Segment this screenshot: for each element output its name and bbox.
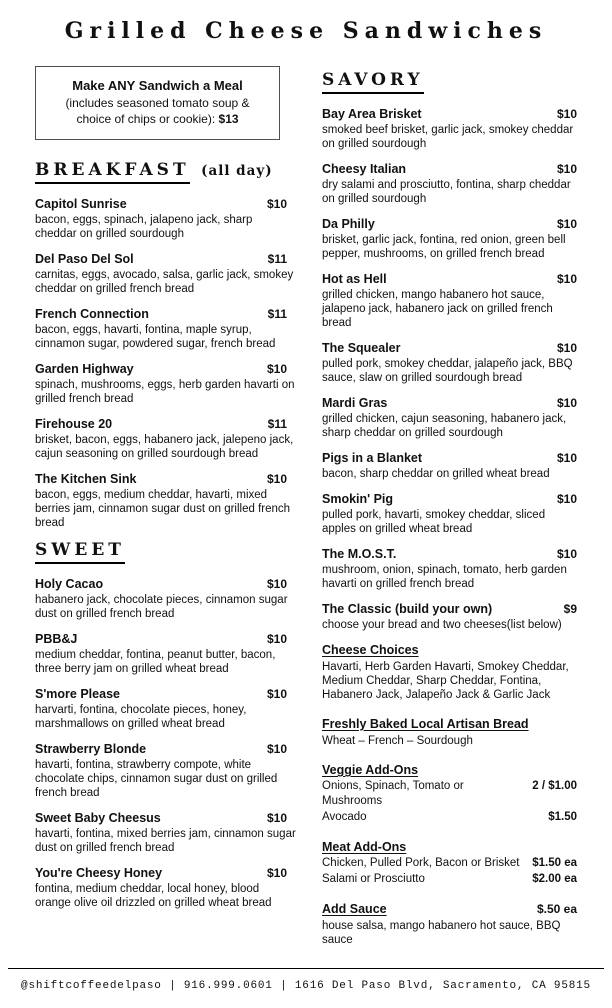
menu-item-description: bacon, eggs, medium cheddar, havarti, mixed berries jam, cinnamon sugar dust on grilled french bread xyxy=(35,489,291,529)
savory-heading xyxy=(322,70,577,94)
menu-item xyxy=(322,491,577,536)
savory-heading-text: SAVORY xyxy=(322,70,424,94)
menu-item-description: grilled chicken, mango habanero hot sauce, jalapeno jack, habanero jack on grilled french bread xyxy=(322,289,553,329)
menu-item xyxy=(322,271,577,330)
cheese-choices-header xyxy=(322,642,577,658)
breakfast-heading-text: BREAKFAST xyxy=(35,160,190,184)
left-column xyxy=(35,66,297,961)
meat-addons-title: Meat Add-Ons xyxy=(322,840,407,854)
menu-item-price: $10 xyxy=(556,451,577,465)
menu-item-header xyxy=(35,810,297,826)
breakfast-items xyxy=(35,196,297,530)
meal-deal-body xyxy=(48,95,267,127)
menu-item-description: bacon, sharp cheddar on grilled wheat bread xyxy=(322,468,550,480)
menu-item-name: You're Cheesy Honey xyxy=(35,866,163,880)
menu-item-name: Pigs in a Blanket xyxy=(322,451,423,465)
artisan-bread-title: Freshly Baked Local Artisan Bread xyxy=(322,717,529,731)
menu-item-price: $10 xyxy=(266,687,287,701)
menu-item xyxy=(35,361,297,406)
menu-item-name: Del Paso Del Sol xyxy=(35,252,134,266)
menu-item-price: $10 xyxy=(266,362,287,376)
menu-item-description: havarti, fontina, mixed berries jam, cinnamon sugar dust on grilled french bread xyxy=(35,828,296,854)
savory-section xyxy=(322,70,577,632)
meal-deal-box xyxy=(35,66,280,140)
menu-item-header xyxy=(322,340,577,356)
menu-item-header xyxy=(322,601,577,617)
menu-item xyxy=(322,450,577,481)
menu-item-header xyxy=(35,865,297,881)
menu-item-description: havarti, fontina, strawberry compote, white chocolate chips, cinnamon sugar dust on grilled french bread xyxy=(35,759,278,799)
menu-item-price: $10 xyxy=(556,162,577,176)
menu-item xyxy=(322,601,577,632)
sweet-items xyxy=(35,576,297,910)
menu-item xyxy=(35,576,297,621)
menu-item-header xyxy=(35,631,297,647)
menu-item-description: brisket, garlic jack, fontina, red onion, green bell pepper, mushrooms, on grilled french bread xyxy=(322,234,566,260)
menu-item-name: The M.O.S.T. xyxy=(322,547,397,561)
menu-item xyxy=(322,106,577,151)
menu-item-header xyxy=(35,196,297,212)
menu-item-price: $10 xyxy=(266,577,287,591)
menu-item xyxy=(35,471,297,530)
addon-label: Chicken, Pulled Pork, Bacon or Brisket xyxy=(322,857,520,869)
menu-item-header xyxy=(35,471,297,487)
menu-item-price: $10 xyxy=(266,632,287,646)
menu-item-name: Sweet Baby Cheesus xyxy=(35,811,161,825)
add-sauce-price: $.50 ea xyxy=(536,902,577,916)
extras-section xyxy=(322,642,577,947)
meat-addons-rows xyxy=(322,856,577,887)
menu-item-name: Smokin' Pig xyxy=(322,492,394,506)
menu-item-price: $10 xyxy=(266,742,287,756)
menu-item xyxy=(35,306,297,351)
menu-item-price: $10 xyxy=(266,811,287,825)
menu-item-name: Cheesy Italian xyxy=(322,162,407,176)
menu-item-name: S'more Please xyxy=(35,687,120,701)
menu-item-name: Strawberry Blonde xyxy=(35,742,147,756)
addon-price: $1.50 ea xyxy=(532,857,577,869)
right-column xyxy=(322,66,577,961)
menu-item-header xyxy=(35,741,297,757)
menu-item-name: French Connection xyxy=(35,307,149,321)
menu-columns xyxy=(0,66,612,961)
menu-item xyxy=(322,546,577,591)
menu-item xyxy=(35,741,297,800)
menu-item xyxy=(35,251,297,296)
menu-item-header xyxy=(322,395,577,411)
meal-deal-text: (includes seasoned tomato soup & choice of chips or cookie): xyxy=(65,96,250,126)
menu-item-header xyxy=(322,216,577,232)
menu-item-description: bacon, eggs, havarti, fontina, maple syrup, cinnamon sugar, powdered sugar, french bread xyxy=(35,324,276,350)
menu-item-header xyxy=(322,450,577,466)
menu-item-name: Garden Highway xyxy=(35,362,134,376)
menu-item-header xyxy=(322,161,577,177)
menu-item-header xyxy=(35,686,297,702)
meat-addons-header xyxy=(322,839,577,855)
menu-item-price: $10 xyxy=(556,396,577,410)
menu-item xyxy=(35,416,297,461)
meat-addons xyxy=(322,839,577,887)
add-sauce-title: Add Sauce xyxy=(322,902,387,916)
menu-item-header xyxy=(322,271,577,287)
addon-price: 2 / $1.00 xyxy=(532,780,577,792)
veggie-addons-header xyxy=(322,762,577,778)
addon-row xyxy=(322,872,577,887)
addon-row xyxy=(322,810,577,825)
menu-item-name: Holy Cacao xyxy=(35,577,104,591)
breakfast-heading xyxy=(35,160,297,184)
veggie-addons-rows xyxy=(322,779,577,825)
add-sauce-header xyxy=(322,901,577,917)
savory-items xyxy=(322,106,577,632)
menu-item-description: grilled chicken, cajun seasoning, habanero jack, sharp cheddar on grilled sourdough xyxy=(322,413,567,439)
menu-item-description: carnitas, eggs, avocado, salsa, garlic jack, smokey cheddar on grilled french bread xyxy=(35,269,294,295)
menu-item-name: The Squealer xyxy=(322,341,401,355)
footer-divider xyxy=(8,968,604,969)
artisan-bread-header xyxy=(322,716,577,732)
menu-item-description: spinach, mushrooms, eggs, herb garden havarti on grilled french bread xyxy=(35,379,295,405)
menu-item-header xyxy=(322,106,577,122)
add-sauce-list: house salsa, mango habanero hot sauce, BBQ sauce xyxy=(322,920,561,946)
menu-item-description: medium cheddar, fontina, peanut butter, bacon, three berry jam on grilled wheat bread xyxy=(35,649,276,675)
sweet-heading xyxy=(35,540,297,564)
menu-item-price: $10 xyxy=(266,472,287,486)
menu-item-header xyxy=(35,306,297,322)
meal-deal-heading: Make ANY Sandwich a Meal xyxy=(72,78,243,93)
menu-item-price: $10 xyxy=(556,272,577,286)
sweet-heading-text: SWEET xyxy=(35,540,125,564)
footer xyxy=(0,968,612,1008)
menu-item-name: Capitol Sunrise xyxy=(35,197,127,211)
menu-item-header xyxy=(322,546,577,562)
cheese-choices-title: Cheese Choices xyxy=(322,643,419,657)
menu-item-header xyxy=(35,361,297,377)
menu-item-description: harvarti, fontina, chocolate pieces, honey, marshmallows on grilled wheat bread xyxy=(35,704,247,730)
addon-row xyxy=(322,856,577,871)
cheese-choices xyxy=(322,642,577,702)
menu-item-price: $9 xyxy=(563,602,577,616)
add-sauce xyxy=(322,901,577,947)
menu-item xyxy=(35,196,297,241)
menu-item-price: $11 xyxy=(267,307,287,321)
menu-item xyxy=(35,810,297,855)
menu-item-description: fontina, medium cheddar, local honey, blood orange olive oil drizzled on grilled wheat bread xyxy=(35,883,272,909)
menu-item-name: Da Philly xyxy=(322,217,375,231)
artisan-bread xyxy=(322,716,577,748)
breakfast-heading-suffix: (all day) xyxy=(201,163,273,179)
menu-item xyxy=(35,686,297,731)
menu-item-price: $10 xyxy=(556,492,577,506)
menu-item xyxy=(322,395,577,440)
menu-item-price: $11 xyxy=(267,252,287,266)
menu-item xyxy=(322,340,577,385)
addon-label: Onions, Spinach, Tomato or Mushrooms xyxy=(322,780,464,807)
menu-item-price: $10 xyxy=(266,197,287,211)
menu-item-name: Hot as Hell xyxy=(322,272,387,286)
menu-item-description: smoked beef brisket, garlic jack, smokey cheddar on grilled sourdough xyxy=(322,124,574,150)
menu-item-description: pulled pork, smokey cheddar, jalapeño jack, BBQ sauce, slaw on grilled sourdough bread xyxy=(322,358,573,384)
menu-item-name: Firehouse 20 xyxy=(35,417,113,431)
menu-item-description: habanero jack, chocolate pieces, cinnamon sugar dust on grilled french bread xyxy=(35,594,288,620)
menu-item-description: bacon, eggs, spinach, jalapeno jack, sharp cheddar on grilled sourdough xyxy=(35,214,253,240)
menu-item-name: The Classic (build your own) xyxy=(322,602,493,616)
menu-item xyxy=(322,216,577,261)
menu-item-price: $10 xyxy=(556,341,577,355)
menu-item-price: $10 xyxy=(266,866,287,880)
veggie-addons-title: Veggie Add-Ons xyxy=(322,763,419,777)
menu-item-header xyxy=(35,416,297,432)
sweet-section xyxy=(35,540,297,910)
menu-item-description: mushroom, onion, spinach, tomato, herb garden havarti on grilled french bread xyxy=(322,564,567,590)
menu-item-name: Bay Area Brisket xyxy=(322,107,422,121)
addon-label: Avocado xyxy=(322,811,367,823)
menu-item-name: The Kitchen Sink xyxy=(35,472,137,486)
menu-item-header xyxy=(35,251,297,267)
menu-item-description: pulled pork, havarti, smokey cheddar, sliced apples on grilled wheat bread xyxy=(322,509,546,535)
menu-item-name: Mardi Gras xyxy=(322,396,388,410)
addon-row xyxy=(322,779,577,809)
menu-item-description: dry salami and prosciutto, fontina, sharp cheddar on grilled sourdough xyxy=(322,179,571,205)
footer-contact-info: @shiftcoffeedelpaso | 916.999.0601 | 1616 Del Paso Blvd, Sacramento, CA 95815 xyxy=(21,980,591,992)
menu-item-name: PBB&J xyxy=(35,632,78,646)
menu-item-price: $10 xyxy=(556,217,577,231)
menu-item-price: $10 xyxy=(556,107,577,121)
addon-label: Salami or Prosciutto xyxy=(322,873,425,885)
menu-item-price: $11 xyxy=(267,417,287,431)
menu-item-header xyxy=(35,576,297,592)
menu-item xyxy=(35,865,297,910)
page-title: Grilled Cheese Sandwiches xyxy=(64,18,548,44)
veggie-addons xyxy=(322,762,577,825)
menu-item xyxy=(322,161,577,206)
menu-item-header xyxy=(322,491,577,507)
menu-item-description: choose your bread and two cheeses(list below) xyxy=(322,619,562,631)
artisan-bread-list: Wheat – French – Sourdough xyxy=(322,735,473,747)
addon-price: $2.00 ea xyxy=(532,873,577,885)
menu-item xyxy=(35,631,297,676)
cheese-choices-list: Havarti, Herb Garden Havarti, Smokey Cheddar, Medium Cheddar, Sharp Cheddar, Fontina, Habanero Jack, Jalapeño Jack & Garlic Jack xyxy=(322,661,569,701)
menu-item-price: $10 xyxy=(556,547,577,561)
breakfast-section xyxy=(35,160,297,530)
meal-deal-price: $13 xyxy=(218,112,239,126)
addon-price: $1.50 xyxy=(548,811,577,823)
menu-item-description: brisket, bacon, eggs, habanero jack, jalepeno jack, cajun seasoning on grilled sourdough bread xyxy=(35,434,294,460)
